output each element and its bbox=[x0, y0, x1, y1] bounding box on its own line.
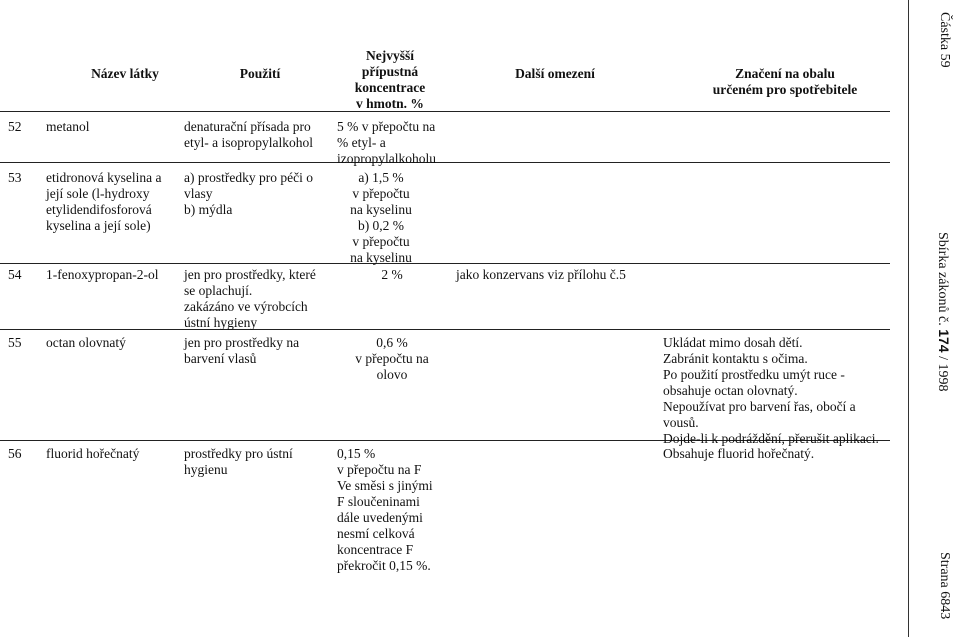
max-concentration: 0,6 % v přepočtu na olovo bbox=[355, 335, 429, 382]
row-number: 55 bbox=[8, 335, 22, 350]
row-divider bbox=[0, 263, 890, 264]
header-use: Použití bbox=[239, 66, 281, 81]
substance-use: a) prostředky pro péči o vlasy b) mýdla bbox=[184, 170, 313, 217]
consumer-label: Ukládat mimo dosah dětí. Zabránit kontaktu s očima. Po použití prostředku umýt ruce - obsahuje octan olovnatý. Nepoužívat pro barvení řas, obočí a vousů. Dojde-li k podráždění, přerušit aplikaci. bbox=[663, 335, 879, 446]
row-number: 56 bbox=[8, 446, 22, 461]
header-label: Značení na obalu určeném pro spotřebitele bbox=[712, 66, 858, 97]
substance-use: jen pro prostředky, které se oplachují. zakázáno ve výrobcích ústní hygieny bbox=[184, 267, 316, 330]
row-number: 53 bbox=[8, 170, 22, 185]
max-concentration: a) 1,5 % v přepočtu na kyselinu b) 0,2 % v přepočtu na kyselinu bbox=[350, 170, 412, 265]
header-other-restrictions: Další omezení bbox=[515, 66, 595, 81]
header-name: Název látky bbox=[91, 66, 159, 81]
part-number: Částka 59 bbox=[937, 12, 952, 68]
consumer-label: Obsahuje fluorid hořečnatý. bbox=[663, 446, 815, 461]
substance-use: jen pro prostředky na barvení vlasů bbox=[184, 335, 300, 366]
page-number: Strana 6843 bbox=[937, 552, 952, 620]
substance-name: fluorid hořečnatý bbox=[46, 446, 140, 461]
substance-name: metanol bbox=[46, 119, 90, 134]
collection-reference bbox=[934, 232, 952, 391]
substance-name: 1-fenoxypropan-2-ol bbox=[46, 267, 159, 282]
other-restriction: jako konzervans viz přílohu č.5 bbox=[456, 267, 626, 282]
substance-use: prostředky pro ústní hygienu bbox=[184, 446, 293, 477]
substance-name: etidronová kyselina a její sole (l-hydroxy etylidendifosforová kyselina a její sole) bbox=[46, 170, 162, 233]
law-number: 174 bbox=[936, 329, 952, 353]
law-year: / 1998 bbox=[935, 352, 950, 392]
max-concentration: 2 % bbox=[381, 267, 403, 282]
collection-prefix: Sbírka zákonů č. bbox=[935, 232, 950, 326]
max-concentration: 5 % v přepočtu na % etyl- a izopropylalkoholu bbox=[337, 119, 436, 166]
row-number: 52 bbox=[8, 119, 22, 134]
substance-name: octan olovnatý bbox=[46, 335, 126, 350]
header-max-concentration: Nejvyšší přípustná koncentrace v hmotn. % bbox=[354, 48, 426, 111]
margin-rule bbox=[908, 0, 909, 637]
row-divider bbox=[0, 329, 890, 330]
max-concentration: 0,15 % v přepočtu na F Ve směsi s jinými F sloučeninami dále uvedenými nesmí celková koncentrace F překročit 0,15 %. bbox=[337, 446, 433, 573]
row-number: 54 bbox=[8, 267, 22, 282]
substance-use: denaturační přísada pro etyl- a isopropylalkohol bbox=[184, 119, 313, 150]
